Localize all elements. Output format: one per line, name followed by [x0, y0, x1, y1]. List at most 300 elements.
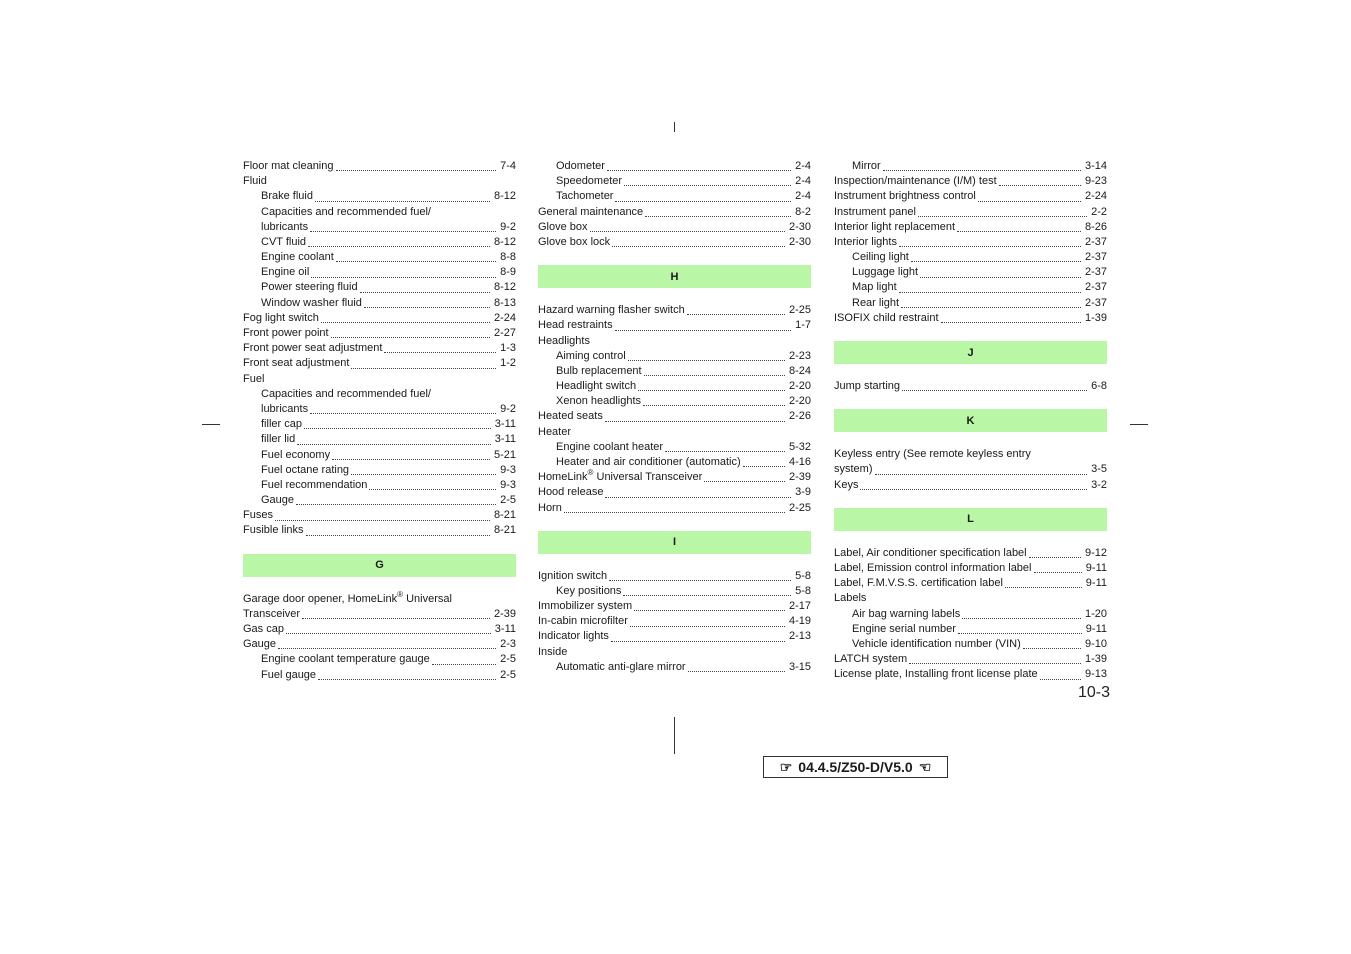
entry-page: 2-25 — [788, 501, 811, 514]
index-entry[interactable] — [834, 379, 1107, 394]
index-entry[interactable] — [538, 569, 811, 584]
leader-dots — [286, 633, 491, 634]
entry-text: Gauge — [261, 494, 295, 507]
leader-dots — [1029, 557, 1081, 558]
entry-page: 2-5 — [500, 494, 516, 507]
index-column-2 — [538, 159, 811, 675]
entry-page: 2-20 — [788, 395, 811, 408]
entry-text: Universal — [403, 592, 452, 605]
entry-page: 2-26 — [788, 410, 811, 423]
index-group-i — [538, 569, 811, 675]
leader-dots — [901, 307, 1081, 308]
leader-dots — [297, 444, 491, 445]
entry-page: 9-11 — [1085, 622, 1107, 635]
entry-text: Glove box — [538, 220, 588, 233]
entry-page: 2-2 — [1091, 205, 1107, 218]
entry-page: 4-16 — [788, 455, 811, 468]
entry-page: 9-3 — [500, 463, 516, 476]
leader-dots — [331, 337, 490, 338]
leader-dots — [609, 580, 791, 581]
entry-page: 9-3 — [500, 478, 516, 491]
crop-mark-top — [674, 122, 675, 132]
leader-dots — [688, 671, 785, 672]
entry-page: 5-21 — [493, 448, 516, 461]
index-entry[interactable] — [538, 379, 811, 394]
leader-dots — [899, 246, 1081, 247]
leader-dots — [899, 292, 1081, 293]
crop-mark-bottom — [674, 717, 675, 754]
entry-page: 8-12 — [493, 281, 516, 294]
index-entry[interactable] — [834, 220, 1107, 235]
leader-dots — [607, 170, 791, 171]
index-entry[interactable] — [243, 637, 516, 652]
index-entry[interactable] — [243, 326, 516, 341]
index-heading: Inside — [538, 645, 568, 658]
entry-page: 1-3 — [500, 342, 516, 355]
entry-text: Power steering fluid — [261, 281, 358, 294]
index-entry[interactable] — [243, 265, 516, 280]
entry-text: Front seat adjustment — [243, 357, 350, 370]
entry-text: Map light — [852, 281, 897, 294]
entry-text: Engine oil — [261, 266, 310, 279]
index-entry[interactable] — [243, 668, 516, 683]
entry-text: Engine coolant — [261, 251, 334, 264]
leader-dots — [304, 428, 491, 429]
entry-text: HomeLink — [538, 471, 588, 484]
index-entry[interactable] — [834, 622, 1107, 637]
entry-text: Indicator lights — [538, 630, 609, 643]
entry-page: 5-8 — [795, 569, 811, 582]
entry-page: 2-37 — [1084, 235, 1107, 248]
index-entry[interactable] — [834, 576, 1107, 591]
entry-text: Engine coolant temperature gauge — [261, 653, 430, 666]
entry-text: Fusible links — [243, 524, 304, 537]
entry-page: 1-39 — [1084, 653, 1107, 666]
entry-text: Heated seats — [538, 410, 603, 423]
entry-text: Instrument panel — [834, 205, 916, 218]
leader-dots — [315, 201, 490, 202]
entry-text: In-cabin microfilter — [538, 615, 628, 628]
entry-page: 2-37 — [1084, 251, 1107, 264]
index-entry[interactable] — [834, 250, 1107, 265]
index-entry[interactable] — [243, 524, 516, 539]
entry-page: 2-4 — [795, 159, 811, 172]
section-header-k: K — [834, 409, 1107, 432]
entry-page: 2-27 — [493, 327, 516, 340]
index-entry[interactable] — [243, 622, 516, 637]
entry-page: 2-39 — [788, 471, 811, 484]
index-group-j — [834, 379, 1107, 394]
leader-dots — [336, 261, 496, 262]
entry-text: Key positions — [556, 584, 622, 597]
entry-page: 2-37 — [1084, 266, 1107, 279]
leader-dots — [310, 413, 496, 414]
index-entry[interactable] — [538, 485, 811, 500]
entry-text: Automatic anti-glare mirror — [556, 660, 686, 673]
index-group-g — [243, 622, 516, 683]
entry-page: 3-11 — [494, 433, 516, 446]
entry-page: 8-9 — [500, 266, 516, 279]
leader-dots — [384, 352, 496, 353]
index-entry[interactable] — [834, 174, 1107, 189]
entry-text: Odometer — [556, 159, 605, 172]
index-group-h-cont — [538, 485, 811, 515]
leader-dots — [296, 504, 496, 505]
index-entry[interactable] — [834, 235, 1107, 250]
index-entry[interactable] — [243, 402, 516, 417]
leader-dots — [978, 201, 1081, 202]
index-entry[interactable] — [538, 318, 811, 333]
leader-dots — [351, 368, 496, 369]
registered-mark: ® — [587, 468, 594, 478]
leader-dots — [623, 595, 791, 596]
leader-dots — [665, 451, 785, 452]
entry-page: 2-23 — [788, 349, 811, 362]
entry-text: system) — [834, 463, 873, 476]
leader-dots — [310, 231, 496, 232]
leader-dots — [958, 633, 1082, 634]
entry-page: 4-19 — [788, 615, 811, 628]
entry-page: 3-5 — [1091, 463, 1107, 476]
index-entry[interactable] — [538, 159, 811, 174]
entry-text: Hazard warning flasher switch — [538, 304, 685, 317]
index-entry[interactable] — [538, 614, 811, 629]
entry-text: General maintenance — [538, 205, 644, 218]
index-entry[interactable] — [243, 281, 516, 296]
entry-text: filler cap — [261, 418, 302, 431]
entry-text: Aiming control — [556, 349, 626, 362]
leader-dots — [275, 520, 490, 521]
entry-text: Label, Air conditioner specification label — [834, 546, 1027, 559]
index-entry[interactable] — [243, 356, 516, 371]
index-entry[interactable] — [834, 607, 1107, 622]
entry-text: Fuses — [243, 509, 273, 522]
leader-dots — [1034, 572, 1082, 573]
index-entry[interactable] — [538, 349, 811, 364]
index-entry[interactable] — [834, 296, 1107, 311]
entry-text: lubricants — [261, 402, 309, 415]
index-entry[interactable] — [538, 660, 811, 675]
entry-page: 2-3 — [500, 638, 516, 651]
leader-dots — [999, 185, 1081, 186]
entry-text: Ceiling light — [852, 251, 909, 264]
index-entry[interactable] — [538, 174, 811, 189]
index-entry[interactable] — [834, 205, 1107, 220]
entry-text: Fog light switch — [243, 311, 319, 324]
index-entry-keyless[interactable]: Keyless entry (See remote keyless entry — [834, 448, 1031, 461]
entry-page: 9-23 — [1084, 175, 1107, 188]
index-group-h — [538, 303, 811, 470]
entry-page: 2-5 — [500, 653, 516, 666]
index-group-k — [834, 478, 1107, 493]
index-entry[interactable] — [834, 189, 1107, 204]
leader-dots — [638, 390, 785, 391]
index-entry[interactable] — [834, 561, 1107, 576]
entry-text: Jump starting — [834, 380, 901, 393]
entry-page: 8-8 — [500, 251, 516, 264]
entry-page: 8-2 — [795, 205, 811, 218]
entry-text: Mirror — [852, 159, 881, 172]
leader-dots — [615, 201, 791, 202]
index-entry[interactable] — [243, 508, 516, 523]
entry-text: Ignition switch — [538, 569, 608, 582]
entry-page: 7-4 — [500, 159, 516, 172]
entry-page: 8-21 — [493, 509, 516, 522]
entry-text: Interior lights — [834, 235, 897, 248]
index-entry[interactable] — [834, 546, 1107, 561]
entry-page: 8-13 — [493, 296, 516, 309]
entry-page: 3-11 — [494, 623, 516, 636]
entry-page: 2-25 — [788, 304, 811, 317]
index-entry[interactable] — [538, 455, 811, 470]
entry-text: Vehicle identification number (VIN) — [852, 637, 1021, 650]
leader-dots — [883, 170, 1081, 171]
entry-page: 8-12 — [493, 235, 516, 248]
entry-page: 9-11 — [1085, 577, 1107, 590]
index-entry[interactable] — [834, 478, 1107, 493]
index-entry[interactable] — [538, 364, 811, 379]
section-header-j: J — [834, 341, 1107, 364]
index-heading: Heater — [538, 425, 572, 438]
leader-dots — [336, 170, 497, 171]
entry-text: Air bag warning labels — [852, 607, 961, 620]
index-entry[interactable] — [243, 189, 516, 204]
index-entry[interactable] — [243, 159, 516, 174]
entry-text: Interior light replacement — [834, 220, 956, 233]
leader-dots — [321, 322, 490, 323]
entry-text: Gas cap — [243, 623, 284, 636]
entry-text: Universal Transceiver — [593, 471, 703, 484]
index-entry-keyless-cont[interactable] — [834, 462, 1107, 477]
entry-page: 2-5 — [500, 668, 516, 681]
entry-text: Heater and air conditioner (automatic) — [556, 455, 741, 468]
index-column-3 — [834, 159, 1107, 683]
entry-text: Label, Emission control information label — [834, 561, 1032, 574]
entry-text: Head restraints — [538, 319, 613, 332]
leader-dots — [302, 618, 490, 619]
index-group-l — [834, 546, 1107, 683]
entry-text: Fuel economy — [261, 448, 331, 461]
entry-page: 3-2 — [1091, 478, 1107, 491]
index-heading: Fuel — [243, 372, 265, 385]
leader-dots — [605, 421, 785, 422]
entry-page: 8-24 — [788, 364, 811, 377]
index-entry-homelink[interactable] — [538, 470, 811, 485]
index-entry[interactable] — [243, 220, 516, 235]
entry-page: 6-8 — [1091, 380, 1107, 393]
entry-page: 8-26 — [1084, 220, 1107, 233]
leader-dots — [318, 679, 496, 680]
index-entry[interactable] — [538, 630, 811, 645]
leader-dots — [628, 360, 785, 361]
entry-page: 3-11 — [494, 418, 516, 431]
entry-text: Front power point — [243, 327, 329, 340]
leader-dots — [278, 648, 496, 649]
leader-dots — [1005, 587, 1082, 588]
index-entry[interactable] — [243, 493, 516, 508]
index-entry[interactable] — [538, 220, 811, 235]
entry-text: Keys — [834, 478, 859, 491]
entry-page: 3-15 — [788, 660, 811, 673]
index-entry-garage-door[interactable] — [243, 589, 516, 607]
index-entry[interactable] — [243, 432, 516, 447]
index-entry[interactable] — [834, 265, 1107, 280]
entry-text: Gauge — [243, 638, 277, 651]
leader-dots — [364, 307, 490, 308]
entry-text: Instrument brightness control — [834, 190, 976, 203]
leader-dots — [369, 489, 496, 490]
index-entry[interactable] — [243, 296, 516, 311]
entry-page: 8-21 — [493, 524, 516, 537]
entry-text: Transceiver — [243, 607, 301, 620]
index-entry[interactable] — [243, 235, 516, 250]
index-entry[interactable] — [243, 448, 516, 463]
leader-dots — [743, 466, 785, 467]
index-entry[interactable] — [834, 652, 1107, 667]
entry-page: 3-14 — [1084, 159, 1107, 172]
leader-dots — [605, 497, 791, 498]
entry-text: Inspection/maintenance (I/M) test — [834, 175, 997, 188]
index-heading: Fluid — [243, 175, 267, 188]
entry-text: Bulb replacement — [556, 364, 642, 377]
leader-dots — [351, 474, 496, 475]
index-group-f — [243, 159, 516, 539]
index-entry[interactable] — [834, 159, 1107, 174]
leader-dots — [432, 664, 496, 665]
leader-dots — [644, 375, 785, 376]
entry-text: Front power seat adjustment — [243, 342, 383, 355]
index-entry[interactable] — [538, 303, 811, 318]
index-entry[interactable] — [243, 250, 516, 265]
leader-dots — [564, 512, 785, 513]
leader-dots — [941, 322, 1081, 323]
entry-text: Window washer fluid — [261, 296, 362, 309]
leader-dots — [957, 231, 1081, 232]
entry-text: Fuel gauge — [261, 668, 317, 681]
entry-text: CVT fluid — [261, 235, 307, 248]
entry-page: 9-10 — [1084, 637, 1107, 650]
index-entry[interactable] — [538, 440, 811, 455]
entry-page: 1-7 — [795, 319, 811, 332]
entry-text: Floor mat cleaning — [243, 159, 334, 172]
leader-dots — [902, 390, 1087, 391]
entry-text: filler lid — [261, 433, 296, 446]
entry-page: 9-2 — [500, 402, 516, 415]
entry-page: 3-9 — [795, 486, 811, 499]
index-heading: Capacities and recommended fuel/ — [261, 387, 431, 400]
leader-dots — [590, 231, 785, 232]
entry-page: 8-12 — [493, 190, 516, 203]
entry-page: 2-37 — [1084, 296, 1107, 309]
leader-dots — [687, 314, 785, 315]
entry-page: 9-11 — [1085, 561, 1107, 574]
index-entry[interactable] — [538, 501, 811, 516]
index-entry[interactable] — [243, 311, 516, 326]
leader-dots — [909, 663, 1081, 664]
index-entry[interactable] — [243, 478, 516, 493]
entry-page: 2-4 — [795, 190, 811, 203]
leader-dots — [920, 277, 1081, 278]
leader-dots — [612, 246, 785, 247]
entry-text: Garage door opener, HomeLink — [243, 592, 398, 605]
index-entry[interactable] — [538, 205, 811, 220]
entry-page: 2-13 — [788, 630, 811, 643]
leader-dots — [962, 618, 1081, 619]
leader-dots — [704, 481, 785, 482]
leader-dots — [306, 535, 490, 536]
leader-dots — [1023, 648, 1081, 649]
index-heading: Labels — [834, 592, 867, 605]
entry-text: Brake fluid — [261, 190, 313, 203]
entry-text: Horn — [538, 501, 562, 514]
index-entry[interactable] — [538, 235, 811, 250]
index-entry[interactable] — [834, 281, 1107, 296]
entry-text: Headlight switch — [556, 380, 637, 393]
leader-dots — [611, 641, 785, 642]
entry-text: Speedometer — [556, 175, 623, 188]
entry-page: 2-37 — [1084, 281, 1107, 294]
index-entry[interactable] — [834, 637, 1107, 652]
entry-page: 1-2 — [500, 357, 516, 370]
index-entry[interactable] — [243, 417, 516, 432]
entry-text: Glove box lock — [538, 235, 611, 248]
entry-text: Engine serial number — [852, 622, 956, 635]
entry-page: 9-2 — [500, 220, 516, 233]
entry-text: LATCH system — [834, 653, 908, 666]
index-entry[interactable] — [538, 189, 811, 204]
crop-mark-left — [202, 424, 220, 425]
leader-dots — [643, 405, 785, 406]
entry-page: 5-32 — [788, 440, 811, 453]
index-entry[interactable] — [538, 394, 811, 409]
entry-text: Label, F.M.V.S.S. certification label — [834, 577, 1003, 590]
index-heading: Capacities and recommended fuel/ — [261, 205, 431, 218]
index-entry[interactable] — [834, 667, 1107, 682]
entry-page: 2-24 — [493, 311, 516, 324]
index-entry[interactable] — [243, 652, 516, 667]
leader-dots — [332, 459, 490, 460]
entry-text: Rear light — [852, 296, 900, 309]
index-entry[interactable] — [538, 584, 811, 599]
entry-page: 2-30 — [788, 235, 811, 248]
entry-text: Luggage light — [852, 266, 919, 279]
index-entry[interactable] — [538, 599, 811, 614]
entry-text: License plate, Installing front license plate — [834, 668, 1038, 681]
index-heading: Headlights — [538, 334, 590, 347]
leader-dots — [645, 216, 791, 217]
leader-dots — [311, 277, 496, 278]
index-entry[interactable] — [834, 311, 1107, 326]
registered-mark: ® — [397, 589, 404, 599]
entry-page: 2-17 — [788, 600, 811, 613]
index-entry[interactable] — [538, 409, 811, 424]
section-header-i: I — [538, 531, 811, 554]
leader-dots — [1040, 679, 1081, 680]
entry-page: 2-20 — [788, 380, 811, 393]
entry-text: ISOFIX child restraint — [834, 311, 939, 324]
pointing-hand-right-icon: ☞ — [779, 758, 793, 775]
index-entry-garage-door-cont[interactable] — [243, 607, 516, 622]
crop-mark-right — [1130, 424, 1148, 425]
leader-dots — [911, 261, 1081, 262]
entry-page: 1-20 — [1084, 607, 1107, 620]
entry-text: Hood release — [538, 486, 604, 499]
entry-text: Xenon headlights — [556, 395, 642, 408]
entry-text: Engine coolant heater — [556, 440, 664, 453]
index-entry[interactable] — [243, 463, 516, 478]
index-entry[interactable] — [243, 341, 516, 356]
index-group-i-cont — [834, 159, 1107, 326]
